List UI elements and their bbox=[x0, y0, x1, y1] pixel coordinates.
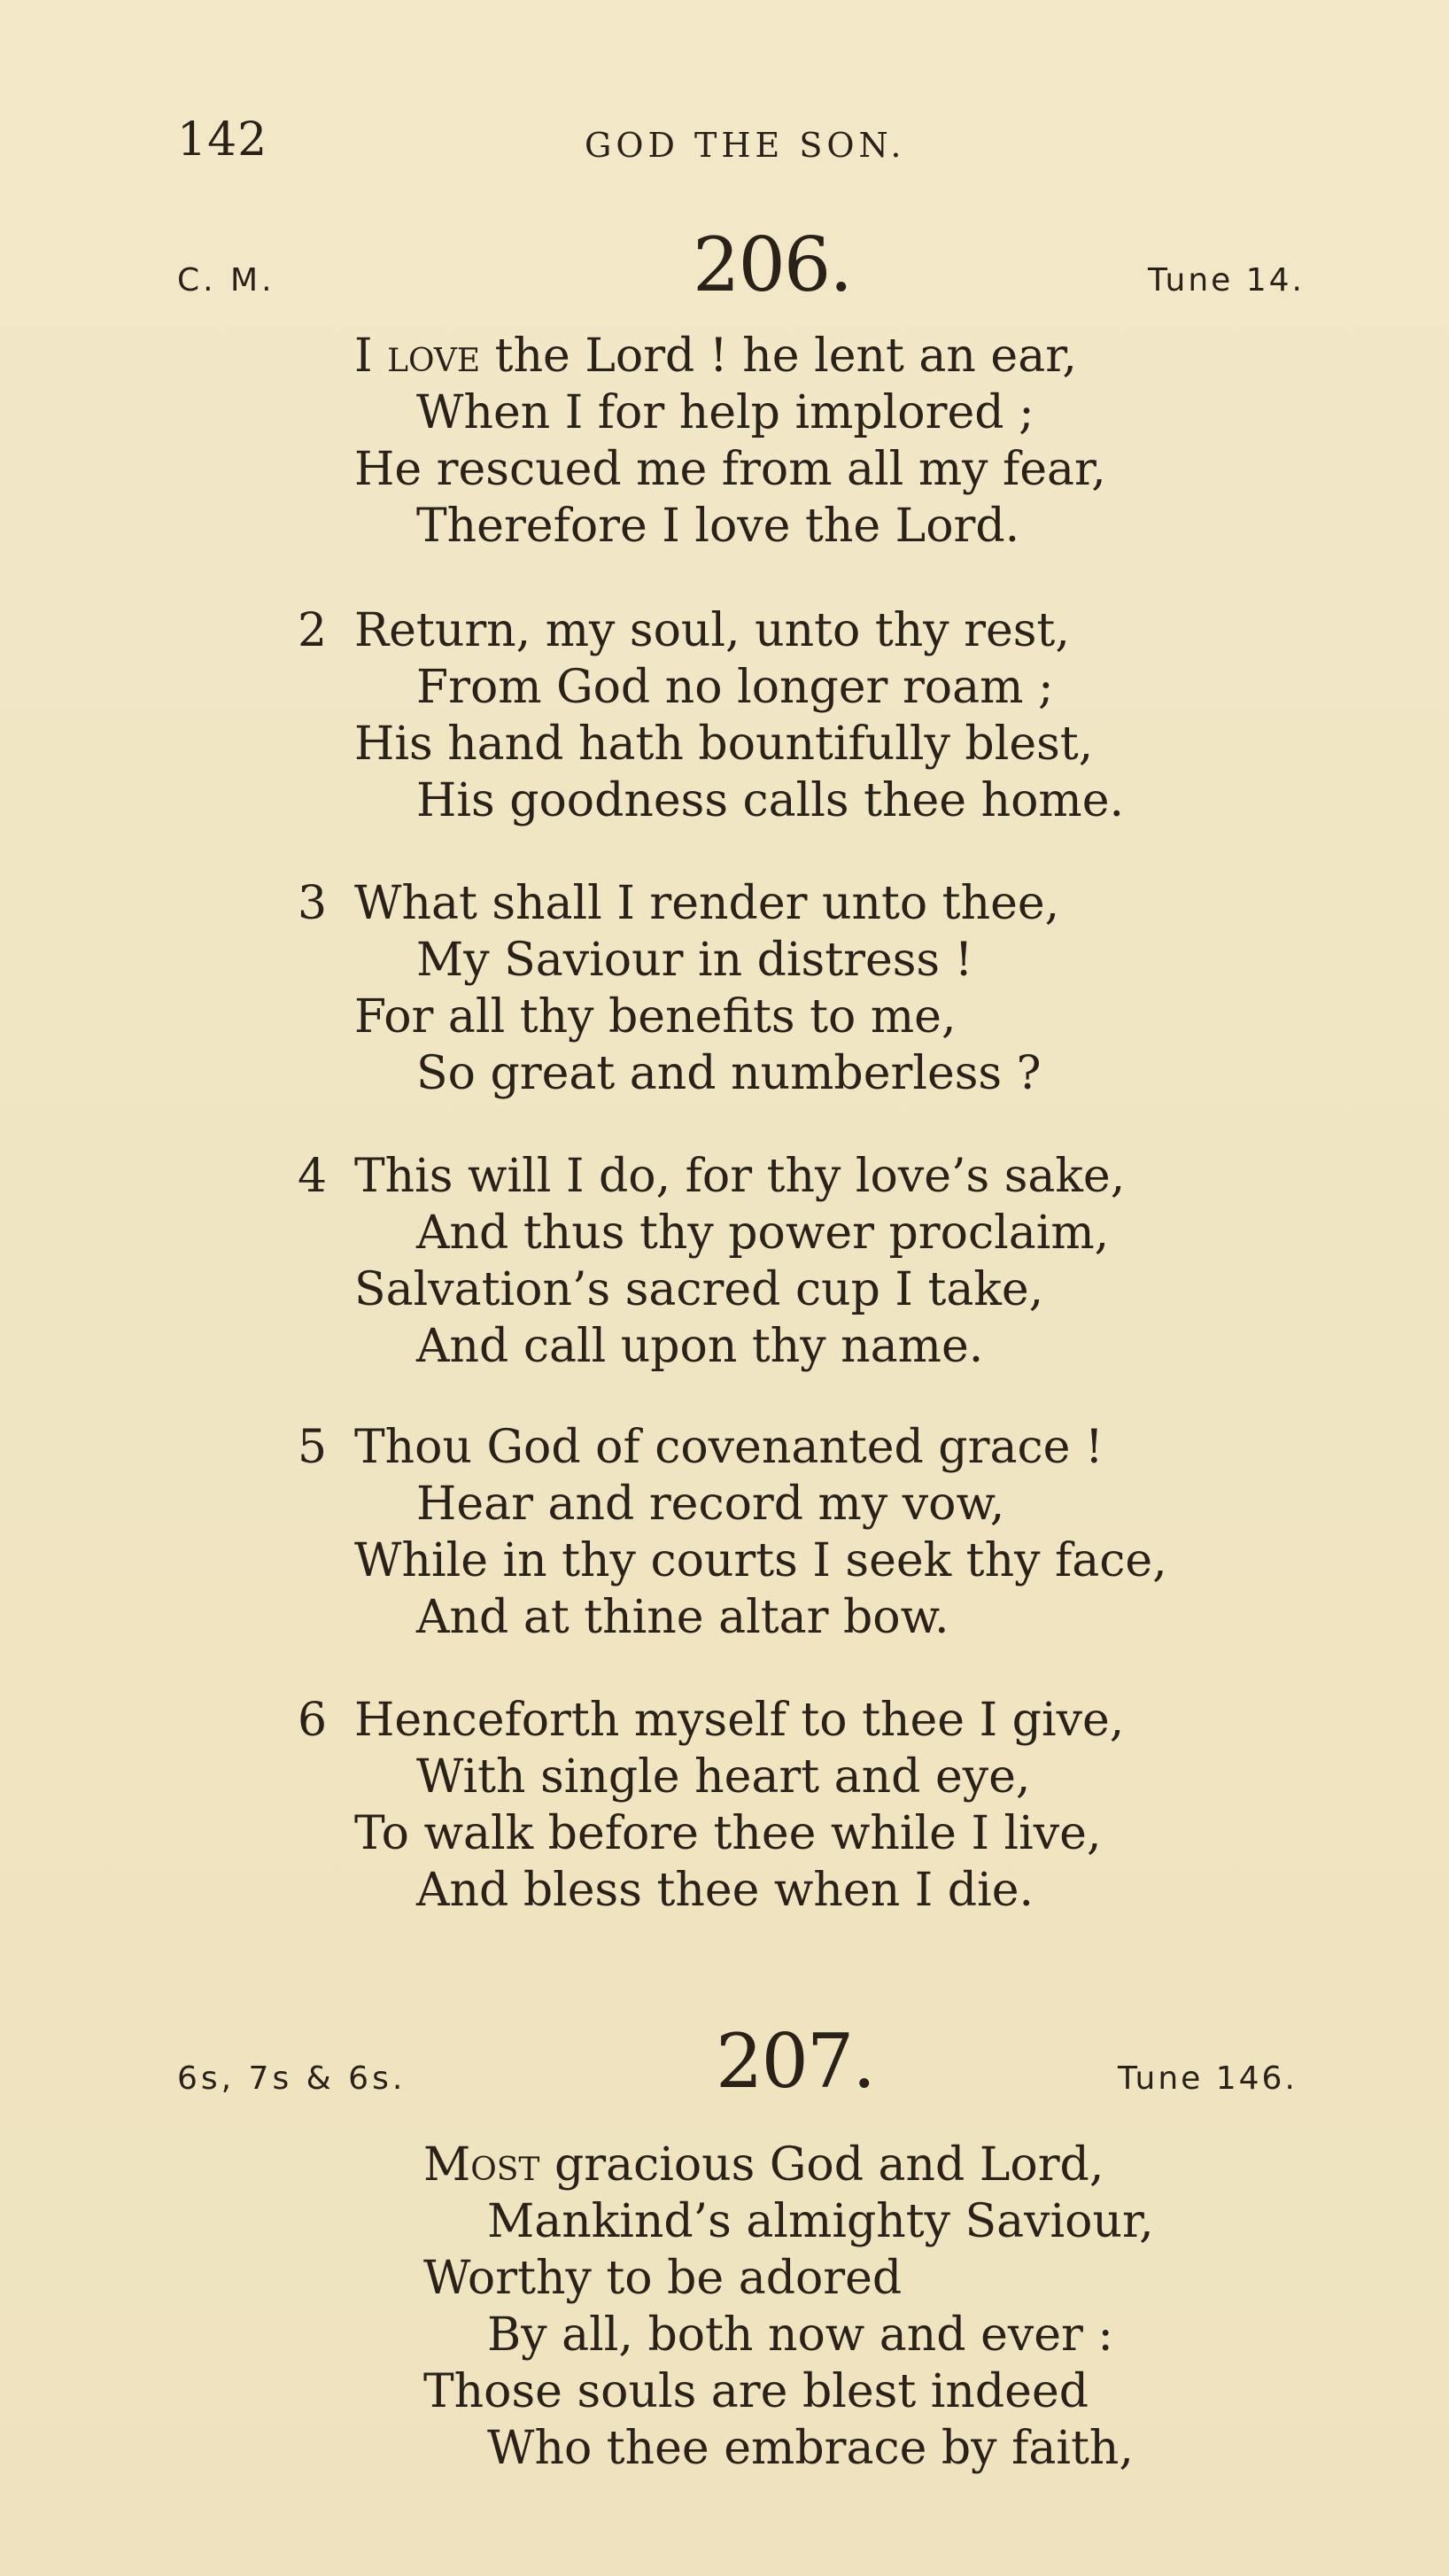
verse-line: And at thine altar bow. bbox=[416, 1591, 949, 1644]
verse-line: This will I do, for thy love’s sake, bbox=[354, 1150, 1126, 1203]
running-title: GOD THE SON. bbox=[585, 126, 906, 165]
running-head bbox=[0, 113, 1449, 175]
verse-line: Henceforth myself to thee I give, bbox=[354, 1694, 1125, 1747]
verse-line: My Saviour in distress ! bbox=[416, 934, 973, 987]
verse-line: And bless thee when I die. bbox=[416, 1864, 1034, 1917]
verse-line: Thou God of covenanted grace ! bbox=[354, 1421, 1104, 1474]
verse-first-word: I love bbox=[354, 330, 481, 383]
verse-line: From God no longer roam ; bbox=[416, 661, 1054, 714]
hymn-meter: 6s, 7s & 6s. bbox=[177, 2060, 407, 2097]
hymn-tune: Tune 146. bbox=[1118, 2060, 1298, 2097]
hymn-207-header bbox=[0, 2018, 1449, 2107]
verse-number: 3 bbox=[298, 877, 328, 930]
hymn-number: 207. bbox=[716, 2018, 875, 2105]
verse-line: To walk before thee while I live, bbox=[354, 1807, 1102, 1860]
verse-line: When I for help implored ; bbox=[416, 386, 1034, 439]
verse-line: By all, both now and ever : bbox=[487, 2308, 1113, 2362]
verse-line: His hand hath bountifully blest, bbox=[354, 718, 1094, 771]
verse-line: And thus thy power proclaim, bbox=[416, 1207, 1110, 1260]
verse-line: And call upon thy name. bbox=[416, 1320, 984, 1373]
verse-line: Most gracious God and Lord, bbox=[423, 2138, 1104, 2192]
verse-number: 2 bbox=[298, 604, 328, 657]
verse-line: Those souls are blest indeed bbox=[423, 2365, 1089, 2418]
verse-line: I love the Lord ! he lent an ear, bbox=[354, 330, 1077, 383]
verse-line: What shall I render unto thee, bbox=[354, 877, 1060, 930]
verse-line: While in thy courts I seek thy face, bbox=[354, 1534, 1167, 1587]
hymn-meter: C. M. bbox=[177, 262, 275, 299]
hymn-tune: Tune 14. bbox=[1148, 262, 1305, 299]
verse-line: Mankind’s almighty Saviour, bbox=[487, 2195, 1154, 2248]
verse-line: With single heart and eye, bbox=[416, 1750, 1031, 1804]
hymn-206-header bbox=[0, 221, 1449, 310]
hymn-number: 206. bbox=[693, 221, 852, 308]
verse-line: He rescued me from all my fear, bbox=[354, 443, 1106, 496]
verse-line: Salvation’s sacred cup I take, bbox=[354, 1263, 1044, 1316]
verse-first-word: Most bbox=[423, 2138, 540, 2192]
verse-line: Return, my soul, unto thy rest, bbox=[354, 604, 1070, 657]
verse-line: So great and numberless ? bbox=[416, 1047, 1042, 1100]
verse-line: His goodness calls thee home. bbox=[416, 774, 1125, 827]
verse-number: 5 bbox=[298, 1421, 328, 1474]
verse-number: 4 bbox=[298, 1150, 328, 1203]
verse-line: Who thee embrace by faith, bbox=[487, 2422, 1134, 2475]
verse-line: Therefore I love the Lord. bbox=[416, 500, 1020, 553]
page-number: 142 bbox=[177, 113, 268, 167]
verse-line: For all thy benefits to me, bbox=[354, 990, 957, 1044]
verse-number: 6 bbox=[298, 1694, 328, 1747]
verse-line: Worthy to be adored bbox=[423, 2252, 903, 2305]
verse-line: Hear and record my vow, bbox=[416, 1478, 1005, 1531]
